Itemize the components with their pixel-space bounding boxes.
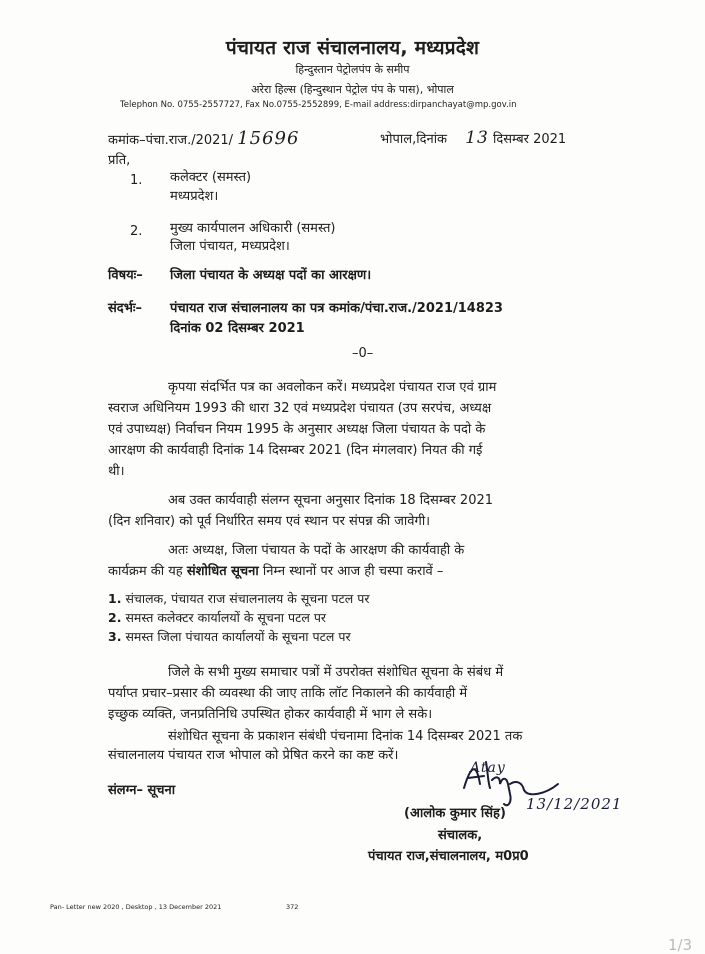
subject-text: जिला पंचायत के अध्यक्ष पदों का आरक्षण। xyxy=(170,268,372,283)
subject-label: विषयः– xyxy=(108,268,143,283)
list-item xyxy=(108,590,369,607)
list-item xyxy=(108,609,326,626)
prati-label: प्रति, xyxy=(108,153,131,168)
paragraph-1-line-2: स्वराज अधिनियम 1993 की धारा 32 एवं मध्यप्रदेश पंचायत (उप सरपंच, अध्यक्ष xyxy=(108,401,492,416)
recipient-1-line-2: मध्यप्रदेश। xyxy=(170,189,219,204)
paragraph-4-line-1: जिले के सभी मुख्य समाचार पत्रों में उपरोक्त संशोधित सूचना के संबंध में xyxy=(168,665,504,680)
paragraph-1-line-5: थी। xyxy=(108,464,125,479)
recipient-2-line-2: जिला पंचायत, मध्यप्रदेश। xyxy=(170,239,290,254)
signatory-name: (आलोक कुमार सिंह) xyxy=(404,806,506,821)
list-item-number: 3. xyxy=(108,629,122,644)
recipient-1-number: 1. xyxy=(130,173,143,188)
paragraph-4-line-2: पर्याप्त प्रचार–प्रसार की व्यवस्था की जाए ताकि लॉट निकालने की कार्यवाही में xyxy=(108,686,468,701)
address-line-1: हिन्दुस्तान पेट्रोलपंप के समीप xyxy=(295,63,410,76)
paragraph-1-line-3: एवं उपाध्यक्ष) निर्वाचन नियम 1995 के अनुसार अध्यक्ष जिला पंचायत के पदो के xyxy=(108,422,486,437)
page-indicator: 1/3 xyxy=(668,936,693,954)
signatory-designation: संचालक, xyxy=(438,828,483,843)
footer-file-info: Pan- Letter new 2020 , Desktop , 13 December 2021 xyxy=(50,903,222,911)
paragraph-3-text-c: निम्न स्थानों पर आज ही चस्पा करावें – xyxy=(258,564,444,579)
paragraph-5-line-2: संचालनालय पंचायत राज भोपाल को प्रेषित करने का कष्ट करें। xyxy=(108,748,399,763)
signature-handwritten-name: Atay xyxy=(470,760,506,776)
list-item-number: 1. xyxy=(108,591,122,606)
list-item-text: समस्त कलेक्टर कार्यालयों के सूचना पटल पर xyxy=(125,610,327,625)
reference-line-1: पंचायत राज संचालनालय का पत्र कमांक/पंचा.राज./2021/14823 xyxy=(170,301,503,316)
paragraph-1-line-4: आरक्षण की कार्यवाही दिनांक 14 दिसम्बर 2021 (दिन मंगलवार) नियत की गई xyxy=(108,443,483,458)
footer-count: 372 xyxy=(286,903,299,911)
place-date-label: भोपाल,दिनांक xyxy=(380,132,448,147)
date-handwritten: 13 xyxy=(465,128,489,148)
page-title: पंचायत राज संचालनालय, मध्यप्रदेश xyxy=(225,37,480,59)
enclosure-label: संलग्न– सूचना xyxy=(108,783,176,798)
paragraph-3-line-2 xyxy=(108,561,443,579)
list-item-text: संचालक, पंचायत राज संचालनालय के सूचना पटल पर xyxy=(125,591,370,606)
list-item xyxy=(108,628,351,645)
paragraph-4-line-3: इच्छुक व्यक्ति, जनप्रतिनिधि उपस्थित होकर कार्यवाही में भाग ले सके। xyxy=(108,707,433,722)
letter-number-handwritten: 15696 xyxy=(237,128,300,149)
date-rest: दिसम्बर 2021 xyxy=(492,132,567,147)
paragraph-5-line-1: संशोधित सूचना के प्रकाशन संबंधी पंचनामा दिनांक 14 दिसम्बर 2021 तक xyxy=(168,729,523,744)
letter-number-label: कमांक–पंचा.राज./2021/ xyxy=(108,133,234,148)
revised-notice-emphasis: संशोधित सूचना xyxy=(186,564,259,579)
signatory-office: पंचायत राज,संचालनालय, म0प्र0 xyxy=(368,849,529,864)
paragraph-3-line-1: अतः अध्यक्ष, जिला पंचायत के पदों के आरक्षण की कार्यवाही के xyxy=(168,543,465,558)
paragraph-3-text-a: कार्यक्रम की यह xyxy=(108,564,187,579)
letter-number xyxy=(108,128,299,149)
reference-line-2: दिनांक 02 दिसम्बर 2021 xyxy=(170,321,305,336)
recipient-1-line-1: कलेक्टर (समस्त) xyxy=(170,170,252,185)
paragraph-1-line-1: कृपया संदर्भित पत्र का अवलोकन करें। मध्यप्रदेश पंचायत राज एवं ग्राम xyxy=(168,380,497,395)
list-item-text: समस्त जिला पंचायत कार्यालयों के सूचना पटल पर xyxy=(125,629,351,644)
recipient-2-line-1: मुख्य कार्यपालन अधिकारी (समस्त) xyxy=(170,221,336,236)
address-line-2: अरेरा हिल्स (हिन्दुस्थान पेट्रोल पंप के पास), भोपाल xyxy=(251,83,454,96)
paragraph-2-line-1: अब उक्त कार्यवाही संलग्न सूचना अनुसार दिनांक 18 दिसम्बर 2021 xyxy=(168,493,494,508)
separator: –0– xyxy=(352,346,374,361)
reference-label: संदर्भः– xyxy=(108,301,142,316)
recipient-2-number: 2. xyxy=(130,224,143,239)
contact-info: Telephon No. 0755-2557727, Fax No.0755-2552899, E-mail address:dirpanchayat@mp.gov.in xyxy=(120,100,517,110)
signature-date-handwritten: 13/12/2021 xyxy=(526,795,623,813)
letter-date xyxy=(380,128,566,148)
paragraph-2-line-2: (दिन शनिवार) को पूर्व निर्धारित समय एवं स्थान पर संपन्न की जावेगी। xyxy=(108,514,431,529)
list-item-number: 2. xyxy=(108,610,122,625)
